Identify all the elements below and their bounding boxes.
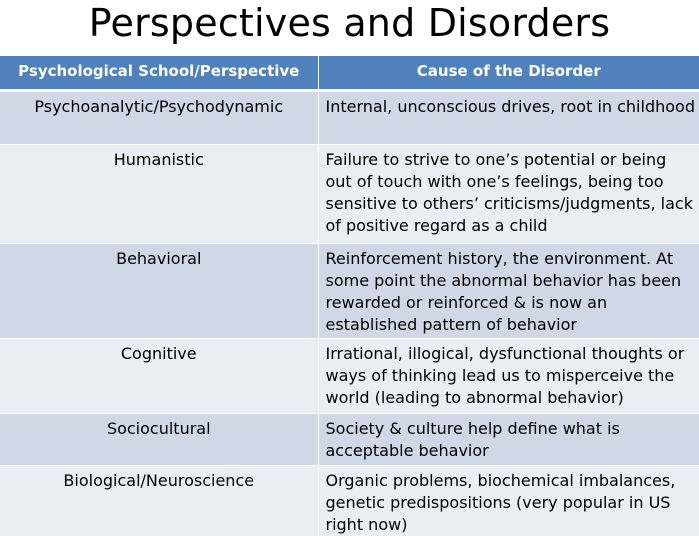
table-row [0, 465, 699, 536]
header-school: Psychological School/Perspective [0, 56, 318, 90]
perspectives-table [0, 56, 699, 536]
cause-cell: Irrational, illogical, dysfunctional thoughts or ways of thinking lead us to misperceive the world (leading to abnormal behavior) [318, 338, 699, 413]
table-row [0, 90, 699, 144]
school-cell: Psychoanalytic/Psychodynamic [0, 90, 318, 144]
table-row [0, 338, 699, 413]
school-cell: Humanistic [0, 144, 318, 243]
school-cell: Behavioral [0, 243, 318, 338]
table-row [0, 144, 699, 243]
header-cause: Cause of the Disorder [318, 56, 699, 90]
school-cell: Biological/Neuroscience [0, 465, 318, 536]
table-header-row [0, 56, 699, 90]
cause-cell: Reinforcement history, the environment. At some point the abnormal behavior has been rewarded or reinforced & is now an established pattern of behavior [318, 243, 699, 338]
table-row [0, 243, 699, 338]
school-cell: Cognitive [0, 338, 318, 413]
slide-title: Perspectives and Disorders [88, 1, 611, 45]
school-cell: Sociocultural [0, 413, 318, 465]
table-row [0, 413, 699, 465]
cause-cell: Society & culture help define what is acceptable behavior [318, 413, 699, 465]
cause-cell: Failure to strive to one’s potential or being out of touch with one’s feelings, being too sensitive to others’ criticisms/judgments, lack of positive regard as a child [318, 144, 699, 243]
cause-cell: Organic problems, biochemical imbalances, genetic predispositions (very popular in US right now) [318, 465, 699, 536]
cause-cell: Internal, unconscious drives, root in childhood [318, 90, 699, 144]
